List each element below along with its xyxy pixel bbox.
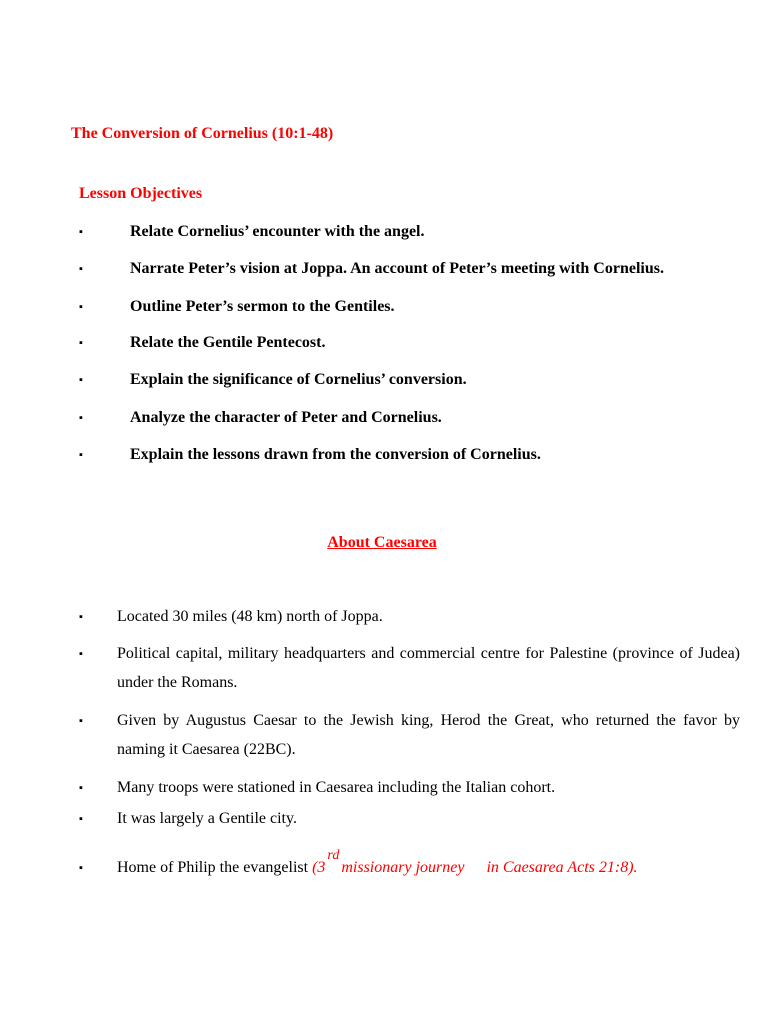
red-note-part1: missionary journey — [341, 859, 465, 876]
objective-item: Explain the lessons drawn from the conversion of Cornelius. — [130, 446, 541, 463]
bullet-icon: ▪ — [79, 374, 83, 386]
objective-item: Relate the Gentile Pentecost. — [130, 334, 326, 351]
fact-item: Many troops were stationed in Caesarea including the Italian cohort. — [117, 779, 556, 796]
about-caesarea-heading: About Caesarea — [327, 534, 437, 551]
objective-item: Narrate Peter’s vision at Joppa. An account of Peter’s meeting with Cornelius. — [130, 260, 664, 277]
objective-item: Relate Cornelius’ encounter with the angel. — [130, 223, 425, 240]
bullet-icon: ▪ — [79, 648, 83, 660]
bullet-icon: ▪ — [79, 412, 83, 424]
bullet-icon: ▪ — [79, 862, 83, 874]
document-title: The Conversion of Cornelius (10:1-48) — [71, 125, 334, 142]
fact-text: Home of Philip the evangelist — [117, 859, 313, 876]
fact-item-philip — [117, 848, 740, 883]
red-note-open: (3 — [312, 859, 326, 876]
red-note — [312, 848, 638, 876]
fact-item: Located 30 miles (48 km) north of Joppa. — [117, 608, 383, 625]
bullet-icon: ▪ — [79, 226, 83, 238]
bullet-icon: ▪ — [79, 449, 83, 461]
lesson-objectives-heading: Lesson Objectives — [79, 185, 203, 202]
fact-item: Given by Augustus Caesar to the Jewish king, Herod the Great, who returned the favor by naming it Caesarea (22BC). — [117, 712, 740, 758]
objective-item: Outline Peter’s sermon to the Gentiles. — [130, 298, 395, 315]
bullet-icon: ▪ — [79, 337, 83, 349]
red-note-part2: in Caesarea Acts 21:8). — [486, 859, 638, 876]
fact-item: Political capital, military headquarters and commercial centre for Palestine (province of Judea) under the Romans. — [117, 645, 740, 691]
objective-item: Explain the significance of Cornelius’ conversion. — [130, 371, 467, 388]
fact-item: It was largely a Gentile city. — [117, 810, 297, 827]
superscript-rd: rd — [327, 848, 340, 863]
bullet-icon: ▪ — [79, 611, 83, 623]
objective-item: Analyze the character of Peter and Cornelius. — [130, 409, 442, 426]
bullet-icon: ▪ — [79, 301, 83, 313]
bullet-icon: ▪ — [79, 813, 83, 825]
bullet-icon: ▪ — [79, 715, 83, 727]
bullet-icon: ▪ — [79, 782, 83, 794]
bullet-icon: ▪ — [79, 263, 83, 275]
